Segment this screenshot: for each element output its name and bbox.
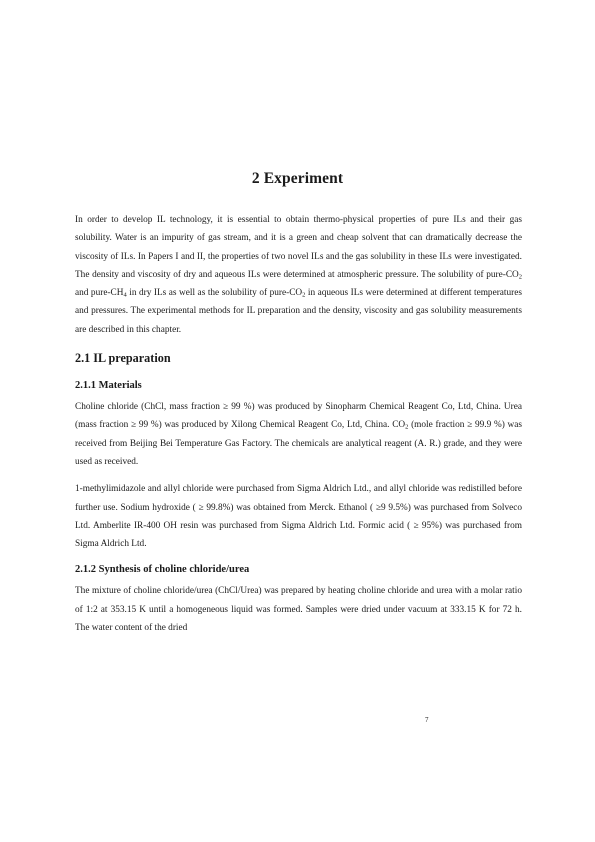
intro-text-4: in aqueous ILs were determined at different temperatures and pressures. The experimental methods for IL preparation and the density, viscosity and gas solubility measurements are described in this chapter. [75, 288, 522, 335]
intro-text-2: and pure-CH [75, 288, 124, 299]
chapter-title: 2 Experiment [251, 170, 344, 187]
materials-text-1a: Choline chloride (ChCl, mass fraction ≥ 99 %) was produced by Sinopharm Chemical Reagent Co, Ltd, China. Urea (mass fraction ≥ 99 %) was produced by Xilong Chemical Reagent Co, Ltd, China. CO [75, 402, 522, 431]
synthesis-paragraph-1: The mixture of choline chloride/urea (ChCl/Urea) was prepared by heating choline chloride and urea with a molar ratio of 1:2 at 353.15 K until a homogeneous liquid was formed. Samples were dried under vacuum at 333.15 K for 72 h. The water content of the dried [75, 586, 522, 634]
materials-text-1b: (mole fraction ≥ 99.9 %) was received from Beijing Bei Temperature Gas Factory. The chemicals are analytical reagent (A. R.) grade, and they were used as received. [75, 420, 522, 467]
subsection-heading-2-1-1: 2.1.1 Materials [75, 380, 142, 392]
page-number: 7 [425, 716, 429, 724]
subsection-heading-2-1-2: 2.1.2 Synthesis of choline chloride/urea [75, 564, 250, 576]
subscript: 4 [123, 291, 127, 299]
intro-text-1: In order to develop IL technology, it is essential to obtain thermo-physical properties of pure ILs and their gas solubility. Water is an impurity of gas stream, and it is a green and cheap solvent that can dramatically decrease the viscosity of ILs. In Papers I and II, the properties of two novel ILs and the gas solubility in these ILs were investigated. The density and viscosity of dry and aqueous ILs were determined at atmospheric pressure. The solubility of pure-CO [75, 215, 522, 280]
materials-paragraph-1 [75, 398, 522, 471]
subscript: 2 [302, 291, 306, 299]
intro-text-3: in dry ILs as well as the solubility of pure-CO [126, 288, 303, 299]
subscript: 2 [405, 423, 409, 431]
intro-paragraph [75, 211, 522, 339]
materials-paragraph-2: 1-methylimidazole and allyl chloride were purchased from Sigma Aldrich Ltd., and allyl chloride was redistilled before further use. Sodium hydroxide ( ≥ 99.8%) was obtained from Merck. Ethanol ( ≥9 9.5%) was purchased from Solveco Ltd. Amberlite IR-400 OH resin was purchased from Sigma Aldrich Ltd. Formic acid ( ≥ 95%) was purchased from Sigma Aldrich Ltd. [75, 484, 522, 550]
section-heading-2-1: 2.1 IL preparation [75, 351, 171, 366]
page-content [75, 211, 522, 637]
subscript: 2 [518, 273, 522, 281]
